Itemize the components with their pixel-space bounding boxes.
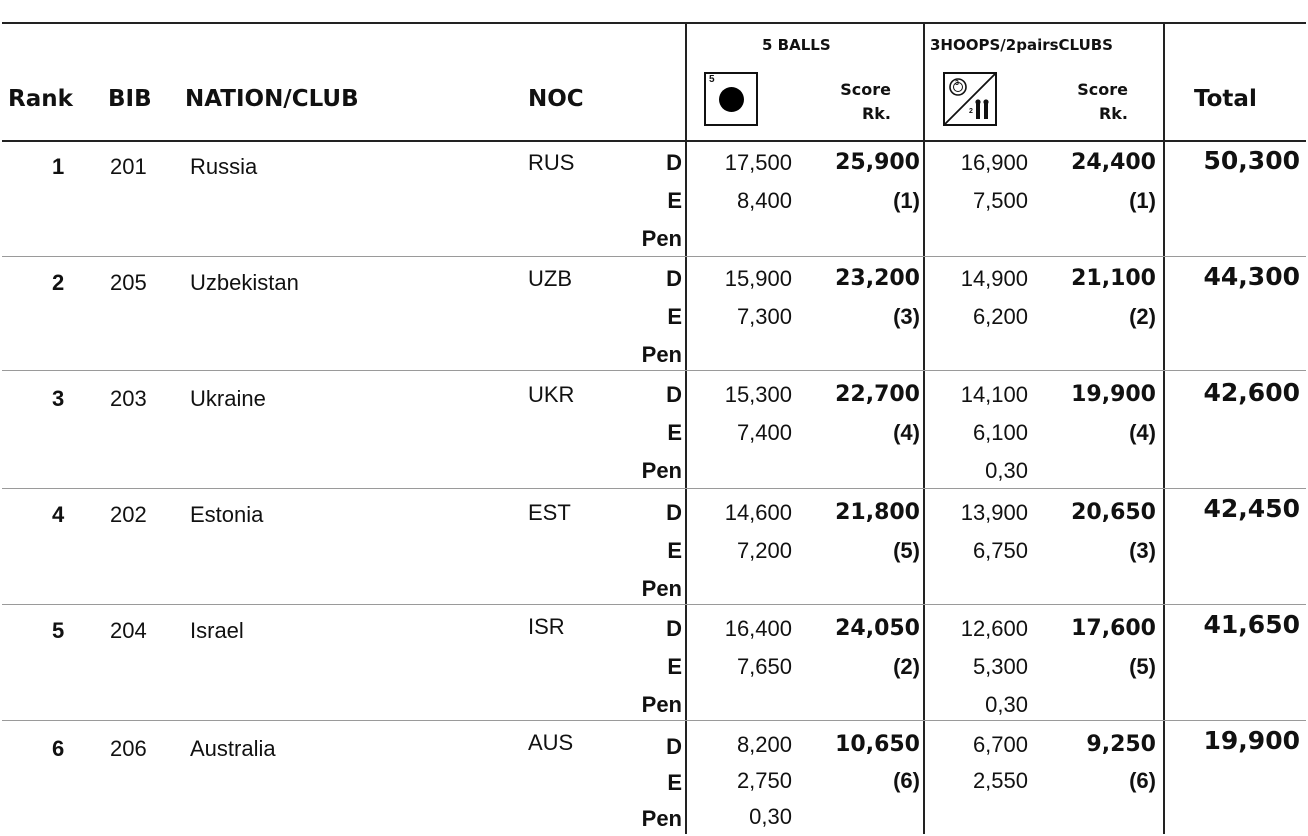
ball-icon-dot: [719, 87, 744, 112]
noc-cell: UZB: [528, 266, 572, 291]
header-balls-rk: Rk.: [861, 104, 891, 123]
header-bib: BIB: [108, 86, 152, 112]
table-row: [0, 142, 1308, 256]
noc-cell: AUS: [528, 730, 574, 755]
total-value: 42,450: [1203, 494, 1300, 523]
balls-e-value: 7,200: [736, 538, 792, 563]
hoops-rank-value: (3): [1129, 538, 1156, 563]
rank-cell: 5: [52, 618, 65, 643]
total-value: 44,300: [1203, 262, 1300, 291]
bib-cell: 201: [110, 154, 147, 179]
pen-label: Pen: [641, 226, 682, 251]
balls-rank-value: (4): [893, 420, 920, 445]
header-rank: Rank: [8, 86, 73, 112]
hoops-score-value: 24,400: [1071, 150, 1156, 175]
noc-cell: EST: [528, 500, 571, 525]
pen-label: Pen: [641, 458, 682, 483]
nation-cell: Australia: [190, 736, 276, 761]
header-nation-club: NATION/CLUB: [185, 86, 359, 112]
header-hoops-clubs: 3HOOPS/2pairsCLUBS: [930, 36, 1113, 54]
balls-rank-value: (5): [893, 538, 920, 563]
rank-cell: 2: [52, 270, 65, 295]
d-label: D: [666, 266, 682, 291]
rank-cell: 1: [52, 154, 65, 179]
hoops-rank-value: (5): [1129, 654, 1156, 679]
balls-rank-value: (2): [893, 654, 920, 679]
nation-cell: Estonia: [190, 502, 264, 527]
header-hoops-score: Score: [1077, 80, 1128, 99]
hoops-score-value: 20,650: [1071, 500, 1156, 525]
d-label: D: [666, 616, 682, 641]
pen-label: Pen: [641, 692, 682, 717]
bib-cell: 203: [110, 386, 147, 411]
balls-e-value: 7,300: [736, 304, 792, 329]
balls-score-value: 10,650: [835, 732, 920, 757]
rank-cell: 4: [52, 502, 65, 527]
clubs-icon-digit: 2: [969, 108, 973, 115]
header-5-balls: 5 BALLS: [762, 36, 831, 54]
noc-cell: RUS: [528, 150, 575, 175]
hoop-clubs-icon-svg: [945, 74, 995, 124]
nation-cell: Israel: [190, 618, 244, 643]
balls-e-value: 7,650: [736, 654, 792, 679]
balls-d-value: 17,500: [724, 150, 792, 175]
bib-cell: 205: [110, 270, 147, 295]
hoops-score-value: 9,250: [1086, 732, 1156, 757]
hoops-e-value: 7,500: [972, 188, 1028, 213]
pen-label: Pen: [641, 576, 682, 601]
header-balls-score: Score: [840, 80, 891, 99]
balls-score-value: 22,700: [835, 382, 920, 407]
total-value: 41,650: [1203, 610, 1300, 639]
bib-cell: 204: [110, 618, 147, 643]
total-value: 19,900: [1203, 726, 1300, 755]
balls-score-value: 24,050: [835, 616, 920, 641]
hoops-e-value: 6,200: [972, 304, 1028, 329]
table-row: [0, 490, 1308, 604]
hoops-score-value: 19,900: [1071, 382, 1156, 407]
balls-d-value: 8,200: [736, 732, 792, 757]
header-hoops-score-rk: [1052, 78, 1128, 126]
bib-cell: 206: [110, 736, 147, 761]
table-row: [0, 722, 1308, 836]
total-value: 50,300: [1203, 146, 1300, 175]
balls-score-value: 23,200: [835, 266, 920, 291]
noc-cell: ISR: [528, 614, 565, 639]
hoops-rank-value: (4): [1129, 420, 1156, 445]
hoop-clubs-apparatus-icon: [943, 72, 997, 126]
row-separator: [2, 720, 1306, 721]
e-label: E: [667, 538, 682, 563]
hoops-e-value: 2,550: [972, 768, 1028, 793]
hoops-pen-value: 0,30: [985, 458, 1028, 483]
balls-pen-value: 0,30: [749, 804, 792, 829]
table-row: [0, 372, 1308, 486]
hoops-pen-value: 0,30: [985, 692, 1028, 717]
e-label: E: [667, 304, 682, 329]
balls-score-value: 21,800: [835, 500, 920, 525]
total-value: 42,600: [1203, 378, 1300, 407]
rank-cell: 3: [52, 386, 65, 411]
e-label: E: [667, 770, 682, 795]
balls-e-value: 7,400: [736, 420, 792, 445]
d-label: D: [666, 150, 682, 175]
hoop-icon-digit: 3: [955, 80, 959, 87]
bib-cell: 202: [110, 502, 147, 527]
hoops-d-value: 12,600: [960, 616, 1028, 641]
header-total: Total: [1194, 86, 1257, 112]
ball-apparatus-icon: [704, 72, 758, 126]
e-label: E: [667, 654, 682, 679]
e-label: E: [667, 188, 682, 213]
hoops-rank-value: (1): [1129, 188, 1156, 213]
row-separator: [2, 488, 1306, 489]
balls-d-value: 16,400: [724, 616, 792, 641]
balls-d-value: 14,600: [724, 500, 792, 525]
balls-rank-value: (6): [893, 768, 920, 793]
balls-d-value: 15,300: [724, 382, 792, 407]
nation-cell: Uzbekistan: [190, 270, 299, 295]
balls-e-value: 8,400: [736, 188, 792, 213]
balls-d-value: 15,900: [724, 266, 792, 291]
hoops-rank-value: (2): [1129, 304, 1156, 329]
hoops-e-value: 6,100: [972, 420, 1028, 445]
table-row: [0, 258, 1308, 372]
balls-score-value: 25,900: [835, 150, 920, 175]
row-separator: [2, 256, 1306, 257]
rank-cell: 6: [52, 736, 65, 761]
d-label: D: [666, 734, 682, 759]
hoops-d-value: 16,900: [960, 150, 1028, 175]
balls-rank-value: (1): [893, 188, 920, 213]
e-label: E: [667, 420, 682, 445]
table-row: [0, 606, 1308, 720]
balls-e-value: 2,750: [736, 768, 792, 793]
hoops-score-value: 21,100: [1071, 266, 1156, 291]
header-hoops-rk: Rk.: [1098, 104, 1128, 123]
hoops-e-value: 6,750: [972, 538, 1028, 563]
pen-label: Pen: [641, 342, 682, 367]
hoops-d-value: 14,100: [960, 382, 1028, 407]
hoops-d-value: 14,900: [960, 266, 1028, 291]
pen-label: Pen: [641, 806, 682, 831]
header-balls-score-rk: [815, 78, 891, 126]
hoops-d-value: 6,700: [972, 732, 1028, 757]
hoops-e-value: 5,300: [972, 654, 1028, 679]
nation-cell: Russia: [190, 154, 258, 179]
ball-icon-digit: 5: [709, 74, 715, 85]
noc-cell: UKR: [528, 382, 575, 407]
d-label: D: [666, 500, 682, 525]
hoops-d-value: 13,900: [960, 500, 1028, 525]
d-label: D: [666, 382, 682, 407]
nation-cell: Ukraine: [190, 386, 266, 411]
table-top-border: [2, 22, 1306, 24]
hoops-score-value: 17,600: [1071, 616, 1156, 641]
header-noc: NOC: [528, 86, 584, 112]
balls-rank-value: (3): [893, 304, 920, 329]
hoops-rank-value: (6): [1129, 768, 1156, 793]
row-separator: [2, 604, 1306, 605]
